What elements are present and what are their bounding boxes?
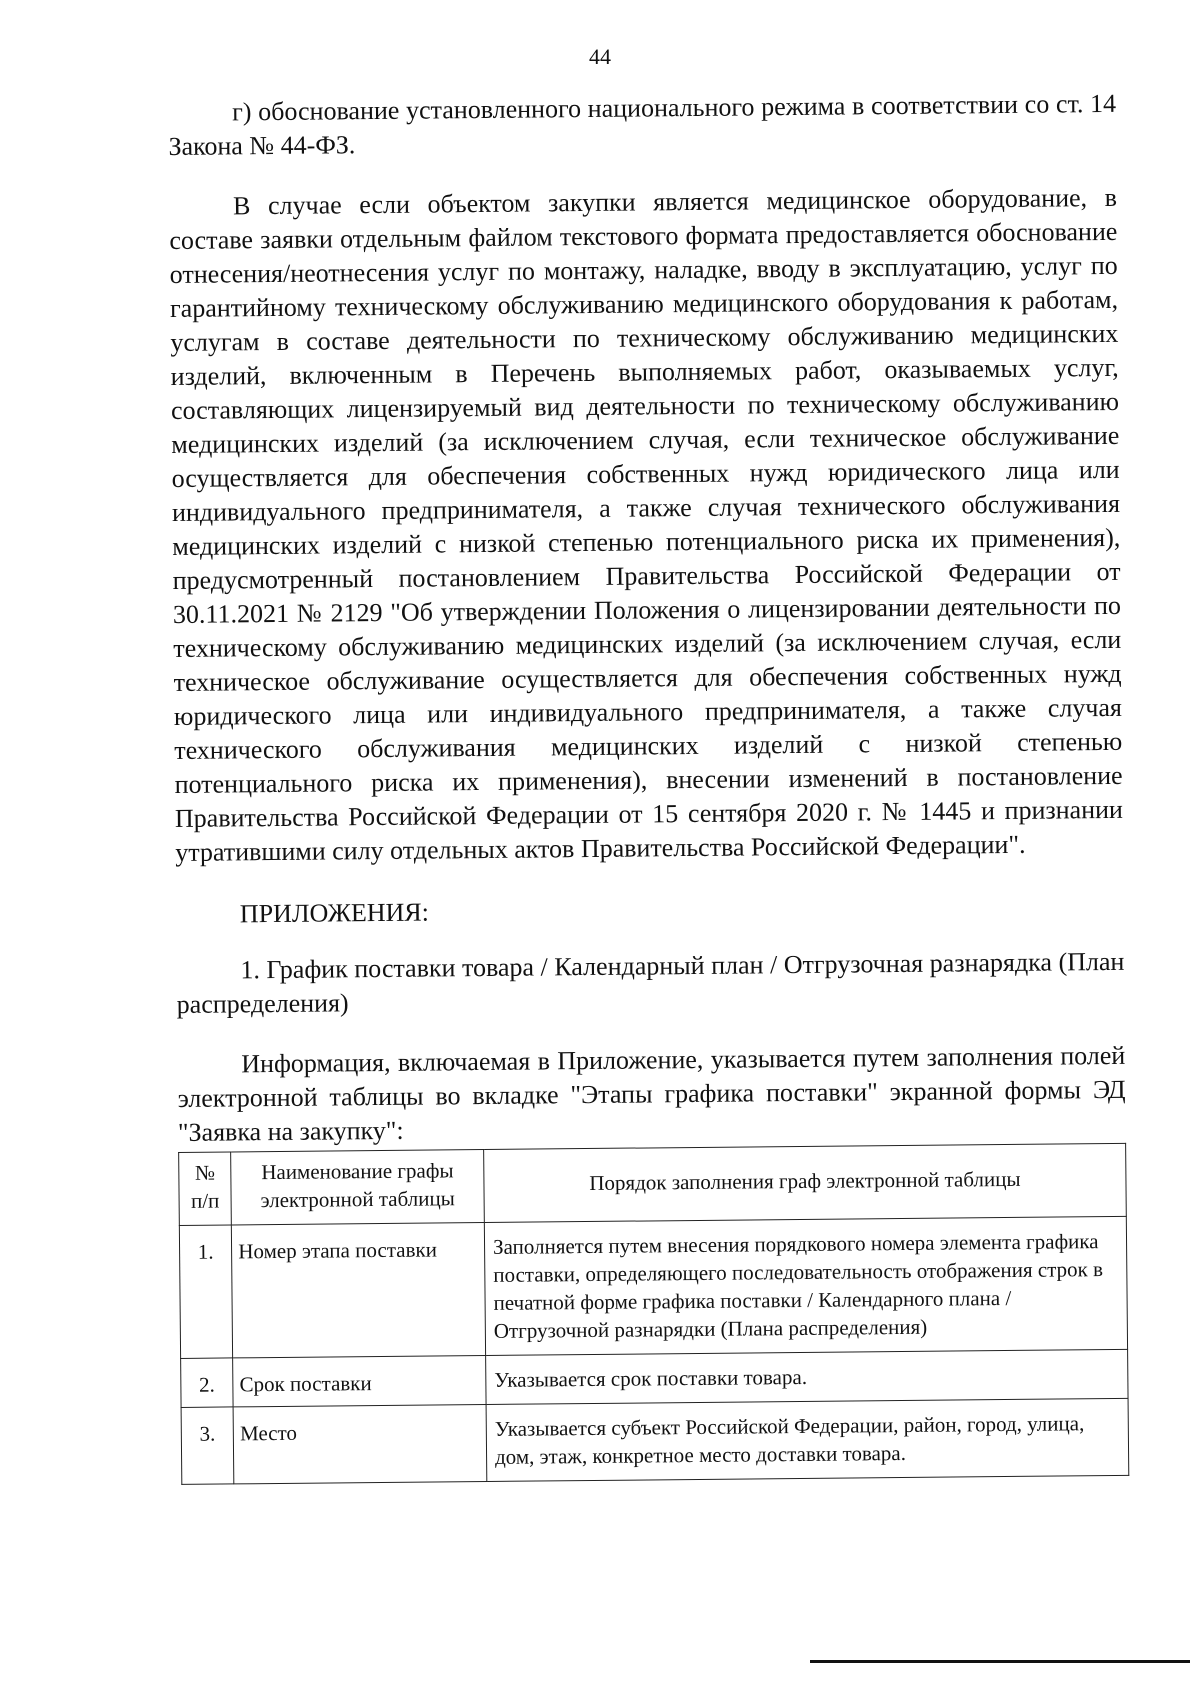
row-num: 1. — [179, 1225, 232, 1358]
table-intro: Информация, включаемая в Приложение, указывается путем заполнения полей электронной таблицы во вкладке "Этапы графика поставки" экранной формы ЭД "Заявка на закупку": — [177, 1040, 1126, 1147]
delivery-schedule-table — [178, 1143, 1129, 1485]
header-name: Наименование графы электронной таблицы — [231, 1150, 484, 1225]
row-num: 2. — [181, 1358, 234, 1407]
table-row — [181, 1398, 1129, 1484]
table-row — [179, 1216, 1127, 1358]
row-desc: Указывается срок поставки товара. — [486, 1349, 1128, 1404]
row-desc: Указывается субъект Российской Федерации, район, город, улица, дом, этаж, конкретное место доставки товара. — [486, 1398, 1129, 1481]
appendix-1-title: 1. График поставки товара / Календарный план / Отгрузочная разнарядка (План распределения) — [176, 946, 1125, 1019]
row-name: Место — [233, 1405, 487, 1484]
page-number: 44 — [589, 44, 611, 69]
document-body — [168, 87, 1129, 1485]
row-name: Номер этапа поставки — [231, 1223, 485, 1358]
header-num: № п/п — [179, 1152, 232, 1225]
header-desc: Порядок заполнения граф электронной таблицы — [484, 1143, 1127, 1222]
paragraph-medical-equipment: В случае если объектом закупки является медицинское оборудование, в составе заявки отдельным файлом текстового формата предоставляется обоснование отнесения/неотнесения услуг по монтажу, наладке, вводу в эксплуатацию, услуг по гарантийному техническому обслуживанию медицинского оборудования к работам, услугам в составе деятельности по техническому обслуживанию медицинских изделий, включенным в Перечень выполняемых работ, оказываемых услуг, составляющих лицензируемый вид деятельности по техническому обслуживанию медицинских изделий (за исключением случая, если техническое обслуживание осуществляется для обеспечения собственных нужд юридического лица или индивидуального предпринимателя, а также случая технического обслуживания медицинских изделий с низкой степенью потенциального риска их применения), предусмотренный постановлением Правительства Российской Федерации от 30.11.2021 № 2129 "Об утверждении Положения о лицензировании деятельности по техническому обслуживанию медицинских изделий (за исключением случая, если техническое обслуживание осуществляется для обеспечения собственных нужд юридического лица или индивидуального предпринимателя, а также случая технического обслуживания медицинских изделий с низкой степенью потенциального риска их применения), внесении изменений в постановление Правительства Российской Федерации от 15 сентября 2020 г. № 1445 и признании утратившими силу отдельных актов Правительства Российской Федерации". — [169, 182, 1124, 867]
footer-rule — [810, 1660, 1190, 1663]
appendices-heading: ПРИЛОЖЕНИЯ: — [239, 897, 430, 929]
row-name: Срок поставки — [233, 1356, 486, 1407]
table-header-row — [179, 1143, 1127, 1225]
row-num: 3. — [181, 1407, 234, 1484]
paragraph-item-g: г) обоснование установленного национального режима в соответствии со ст. 14 Закона № 44-ФЗ. — [168, 88, 1117, 161]
row-desc: Заполняется путем внесения порядкового номера элемента графика поставки, определяющего последовательность отображения строк в печатной форме графика поставки / Календарного плана / Отгрузочной разнарядки (Плана распределения) — [484, 1216, 1127, 1355]
